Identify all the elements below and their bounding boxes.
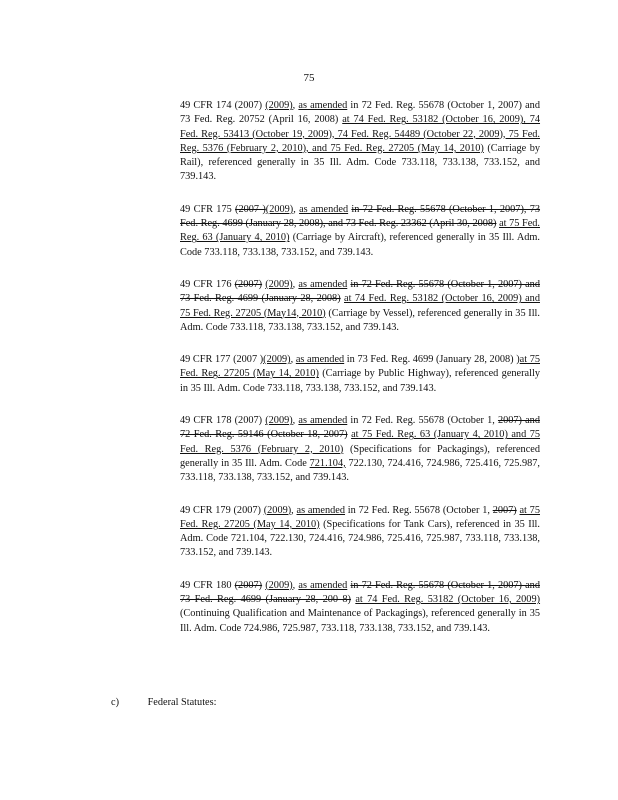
inserted-text: (2009): [265, 579, 293, 591]
cfr-entry: [180, 504, 540, 561]
cfr-entry: [180, 99, 540, 185]
inserted-text: as amended: [298, 278, 348, 290]
inserted-text: as amended: [298, 100, 348, 111]
inserted-text: as amended: [298, 415, 348, 427]
section-title: Federal Statutes:: [147, 697, 217, 708]
inserted-text: (2009): [265, 100, 293, 111]
entry-text: (Specifications for Packagings), referenced generally in 35 Ill. Adm. Code: [180, 443, 540, 469]
entry-text: 49 CFR 180: [180, 579, 235, 591]
entry-text: ,: [293, 203, 300, 215]
inserted-text: at 75 Fed. Reg. 27205 (May 14, 2010): [180, 354, 540, 380]
inserted-text: (2009): [265, 278, 293, 290]
entry-text: (Specifications for Tank Cars), referenced in 35 Ill. Adm. Code 721.104, 722.130, 724.416, 724.986, 725.416, 725.987, 733.118, 733.138, 733.152, and 739.143.: [180, 518, 540, 559]
entry-text: ,: [291, 504, 297, 516]
entry-text: in 72 Fed. Reg. 55678 (October 1,: [347, 415, 498, 427]
inserted-text: 721.104,: [309, 457, 346, 469]
inserted-text: (2009): [265, 203, 294, 215]
deleted-text: (2007 ): [235, 203, 266, 215]
inserted-text: as amended: [298, 579, 348, 591]
entry-text: 49 CFR 174 (2007): [180, 100, 266, 111]
inserted-text: (2009): [263, 354, 291, 366]
inserted-text: (2009): [265, 415, 293, 427]
entry-text: 722.130, 724.416, 724.986, 725.416, 725.987, 733.118, 733.138, 733.152, and 739.143.: [180, 457, 540, 484]
cfr-entry: [180, 203, 540, 260]
cfr-entry: [180, 414, 540, 485]
inserted-text: as amended: [296, 504, 346, 516]
entry-text: (Carriage by Public Highway), referenced generally in 35 Ill. Adm. Code 733.118, 733.138, 733.152, and 739.143.: [180, 368, 540, 394]
deleted-text: in 72 Fed. Reg. 55678 (October 1, 2007) and 73 Fed. Reg. 4699 (January 28, 2008): [180, 278, 540, 305]
entry-text: (Carriage by Vessel), referenced generally in 35 Ill. Adm. Code 733.118, 733.138, 733.152, and 739.143.: [180, 307, 540, 333]
cfr-entry: [180, 353, 540, 396]
entry-text: ,: [292, 415, 299, 427]
entry-text: in 72 Fed. Reg. 55678 (October 1,: [345, 504, 493, 516]
inserted-text: at 74 Fed. Reg. 53182 (October 16, 2009): [355, 594, 541, 606]
inserted-text: as amended: [299, 203, 349, 215]
inserted-text: at 74 Fed. Reg. 53182 (October 16, 2009), 74 Fed. Reg. 53413 (October 19, 2009), 74 Fed. Reg. 54489 (October 22, 2009), 75 Fed. Reg. 5376 (February 2, 2010), and 75 Fed. Reg. 27205 (May 14, 2010): [180, 114, 541, 154]
entry-text: ,: [292, 579, 299, 591]
page-number: 75: [303, 72, 315, 84]
deleted-text: 2007): [492, 504, 517, 516]
inserted-text: at 75 Fed. Reg. 27205 (May 14, 2010): [180, 504, 540, 530]
deleted-text: (2007): [234, 278, 263, 290]
entry-text: 49 CFR 175: [180, 203, 236, 215]
entry-text: in 73 Fed. Reg. 4699 (January 28, 2008) ): [344, 354, 520, 366]
entry-text: (Carriage by Aircraft), referenced generally in 35 Ill. Adm. Code 733.118, 733.138, 733.152, and 739.143.: [180, 232, 541, 258]
cfr-entry: [180, 278, 540, 335]
inserted-text: at 74 Fed. Reg. 53182 (October 16, 2009) and 75 Fed. Reg. 27205 (May14, 2010): [180, 293, 540, 319]
entry-text: ,: [290, 354, 296, 366]
cfr-entry: [180, 579, 540, 636]
entry-text: 49 CFR 176: [180, 278, 235, 290]
inserted-text: at 75 Fed. Reg. 63 (January 4, 2010): [180, 218, 540, 244]
entry-text: (Carriage by Rail), referenced generally in 35 Ill. Adm. Code 733.118, 733.138, 733.152, and 739.143.: [180, 142, 540, 183]
inserted-text: (2009): [263, 504, 292, 516]
deleted-text: in 72 Fed. Reg. 55678 (October 1, 2007), 73 Fed. Reg. 4699 (January 28, 2008), and 73 Fed. Reg. 23362 (April 30, 2008): [180, 203, 541, 230]
entry-text: 49 CFR 178 (2007): [180, 415, 266, 427]
entry-text: ,: [292, 100, 299, 111]
section-label: c): [111, 697, 119, 708]
federal-statutes-heading: [111, 697, 217, 708]
inserted-text: as amended: [295, 354, 345, 366]
entry-text: ,: [292, 278, 299, 290]
inserted-text: at 75 Fed. Reg. 63 (January 4, 2010) and 75 Fed. Reg. 5376 (February 2, 2010): [180, 429, 541, 455]
cfr-entry-list: [180, 99, 540, 654]
entry-text: 49 CFR 179 (2007): [180, 504, 264, 516]
deleted-text: 2007) and 72 Fed. Reg. 59146 (October 18, 2007): [180, 415, 540, 441]
entry-text: (Continuing Qualification and Maintenance of Packagings), referenced generally in 35 Ill. Adm. Code 724.986, 725.987, 733.118, 733.138, 733.152, and 739.143.: [180, 608, 540, 634]
entry-text: in 72 Fed. Reg. 55678 (October 1, 2007) and 73 Fed. Reg. 20752 (April 16, 2008): [180, 100, 540, 126]
deleted-text: (2007): [234, 579, 263, 591]
entry-text: 49 CFR 177 (2007 ): [180, 354, 264, 366]
deleted-text: in 72 Fed. Reg. 55678 (October 1, 2007) and 73 Fed. Reg. 4699 (January 28, 200 8): [180, 579, 540, 606]
